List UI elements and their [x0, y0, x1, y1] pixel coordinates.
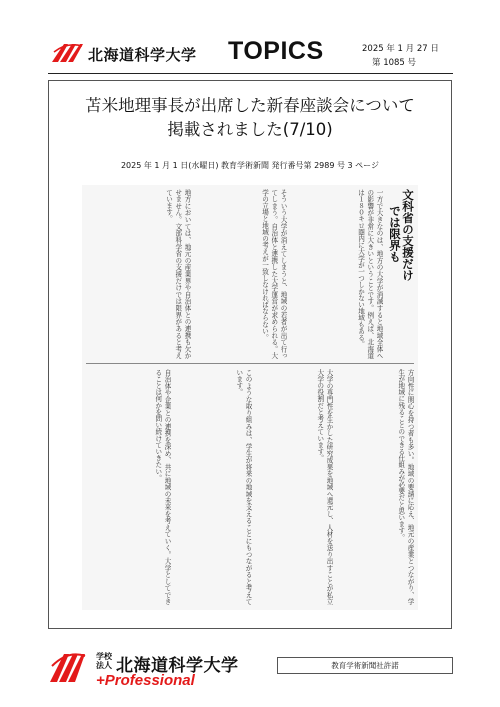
title-line-2: 掲載されました(7/10)	[167, 120, 333, 139]
publish-date: 2025 年 1 月 27 日	[362, 44, 439, 54]
permission-notice: 教育学術新聞社許諾	[277, 657, 453, 674]
clipping-bottom-row	[86, 369, 414, 605]
clipping-divider	[86, 363, 414, 364]
clipping-column: 大学の専門性を生かした研究成果を地域へ還元し、人材を送り出すことが私立大学の役割だと考えています。	[315, 369, 333, 605]
newspaper-clipping	[82, 185, 418, 610]
title-line-1: 苫米地理事長が出席した新春座談会について	[85, 96, 415, 115]
page-header	[0, 0, 500, 80]
clipping-column: 自治体や企業との連携を深め、共に地域の未来を考えていく。大学としてできることは何かを問い続けていきたい。	[153, 369, 171, 605]
corporation-badge: 学校法人	[96, 652, 112, 670]
topics-label: TOPICS	[228, 37, 324, 65]
red-swoosh-logo-icon	[50, 40, 84, 64]
clipping-column: 地方においては、地元の産業界や自治体との連携も欠かせません。文部科学省の支援だけでは限界があると考えています。	[164, 189, 191, 359]
headline-line-2: では限界も	[388, 205, 402, 263]
header-rule	[48, 73, 453, 74]
clipping-column: 方向性に関心を持つ者も多い。地域の要請に応え、地元の産業とつながり、学生が地域に残ることのできる仕組みが必要だと思います。	[396, 369, 414, 605]
clipping-top-row	[86, 189, 414, 359]
article-title	[62, 94, 438, 142]
clipping-column: このような取り組みは、学生が将来の地域を支えることにもつながると考えています。	[234, 369, 252, 605]
clipping-column: そういう大学が消えてしまうと、地域の若者が出て行ってしまう。自治体と連携した大学運営が求められる。大学の立場と地域の考えが一致しなければならない。	[260, 189, 287, 359]
footer-logo-icon	[48, 648, 86, 684]
footer-tagline: +Professional	[96, 672, 195, 689]
headline-line-1: 文科省の支援だけ	[401, 189, 415, 281]
clipping-headline	[386, 189, 414, 359]
issue-number: 第 1085 号	[372, 58, 417, 68]
clipping-column: 一方で大きなのは、地方の大学が消滅すると地域全体への影響が非常に大きいということです。例えば、北海道は１８０キロ圏内に大学が一つしかない地域もある。	[356, 189, 383, 359]
footer-university-name: 北海道科学大学	[116, 656, 239, 676]
article-source: 2025 年 1 月 1 日(水曜日) 教育学術新聞 発行番号第 2989 号 3 ページ	[120, 161, 380, 170]
university-name: 北海道科学大学	[88, 46, 197, 64]
